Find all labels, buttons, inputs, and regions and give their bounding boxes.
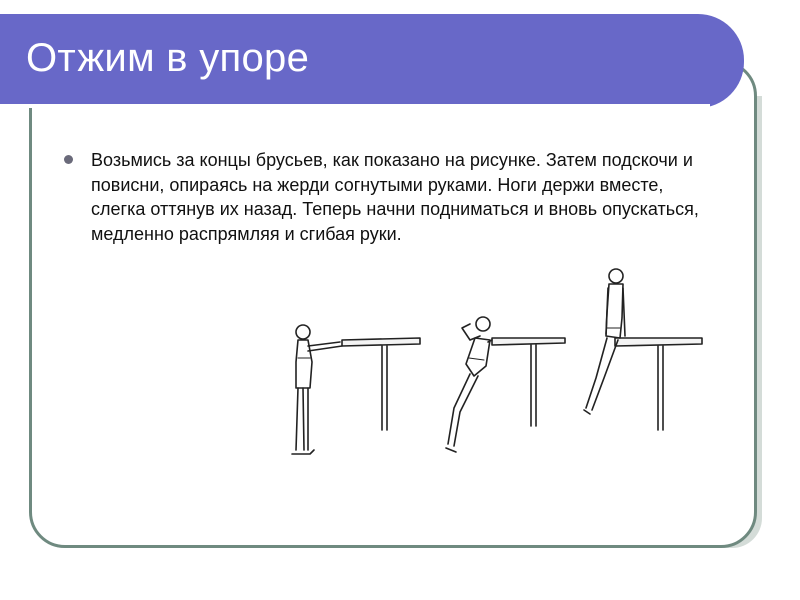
exercise-illustration [270, 258, 710, 468]
parallel-bar-2 [492, 338, 565, 426]
title-underline [0, 104, 710, 108]
bullet-icon [64, 155, 73, 164]
slide-title: Отжим в упоре [26, 36, 310, 80]
figure-standing-icon [292, 325, 342, 454]
exercise-drawing [270, 258, 710, 468]
slide-body-text: Возьмись за концы брусьев, как показано на рисунке. Затем подскочи и повисни, опираясь на жерди согнутыми руками. Ноги держи вместе, слегка оттянув их назад. Теперь начни подниматься и вновь опускаться, медленно распрямляя и сгибая руки. [91, 150, 699, 244]
parallel-bar-3 [615, 338, 702, 430]
parallel-bar-1 [342, 338, 420, 430]
figure-jumping-icon [446, 317, 492, 452]
